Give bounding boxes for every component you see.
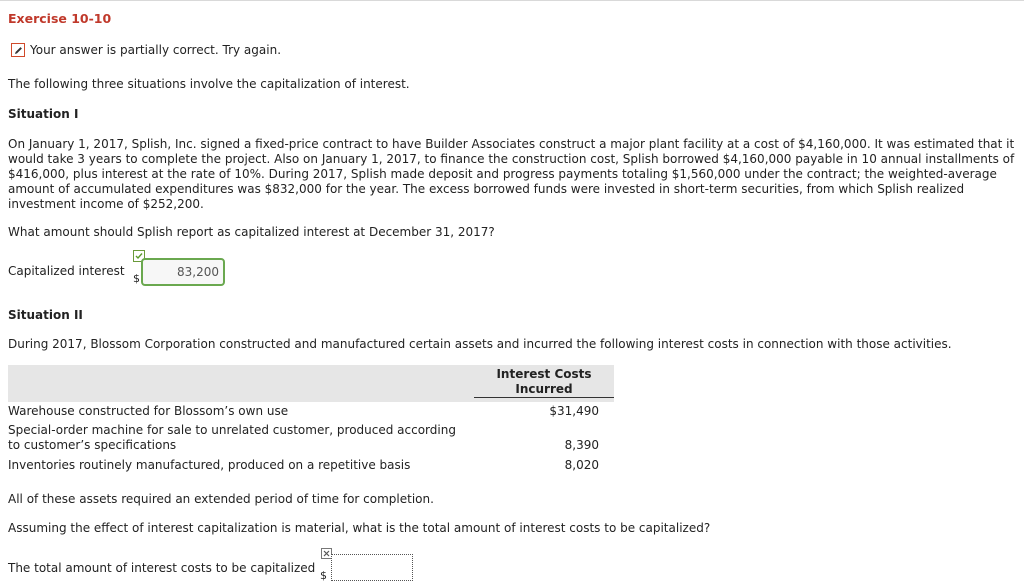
table-row-value: 8,390	[564, 438, 599, 452]
column-header-line-1: Interest Costs	[496, 367, 592, 381]
pencil-icon	[11, 43, 25, 57]
situation-2-question: Assuming the effect of interest capitalization is material, what is the total amount of interest costs to be capitalized?	[8, 521, 711, 535]
situation-2-heading: Situation II	[8, 308, 83, 322]
column-header-line-2: Incurred	[515, 382, 573, 396]
capitalized-interest-input[interactable]	[141, 258, 225, 286]
total-interest-input[interactable]	[331, 554, 413, 581]
exercise-title: Exercise 10-10	[8, 11, 112, 26]
status-message: Your answer is partially correct. Try again.	[30, 43, 282, 57]
top-divider	[0, 0, 1024, 1]
table-row-label	[8, 423, 456, 453]
capitalized-interest-value: 83,200	[177, 265, 219, 279]
answer-status	[11, 43, 281, 57]
column-header-underline	[474, 397, 614, 398]
situation-2-paragraph: During 2017, Blossom Corporation constructed and manufactured certain assets and incurred the following interest costs in connection with those activities.	[8, 337, 952, 351]
table-row-value: $31,490	[549, 404, 599, 418]
situation-1-paragraph: On January 1, 2017, Splish, Inc. signed a fixed-price contract to have Builder Associates construct a major plant facility at a cost of $4,160,000. It was estimated that it would take 3 years to complete the project. Also on January 1, 2017, to finance the construction cost, Splish borrowed $4,160,000 payable in 10 annual installments of $416,000, plus interest at the rate of 10%. During 2017, Splish made deposit and progress payments totaling $1,560,000 under the contract; the weighted-average amount of accumulated expenditures was $832,000 for the year. The excess borrowed funds were invested in short-term securities, from which Splish realized investment income of $252,200.	[8, 137, 1015, 211]
situation-1-question: What amount should Splish report as capitalized interest at December 31, 2017?	[8, 225, 495, 239]
capitalized-interest-label: Capitalized interest	[8, 264, 125, 278]
table-row-label-line-1: Special-order machine for sale to unrelated customer, produced according	[8, 423, 456, 437]
table-row-label: Inventories routinely manufactured, produced on a repetitive basis	[8, 458, 411, 472]
table-row-label: Warehouse constructed for Blossom’s own use	[8, 404, 289, 418]
currency-symbol: $	[320, 569, 327, 582]
situation-1-heading: Situation I	[8, 107, 79, 121]
completion-note: All of these assets required an extended period of time for completion.	[8, 492, 434, 506]
table-row-label-line-2: to customer’s specifications	[8, 438, 177, 452]
table-row-value: 8,020	[564, 458, 599, 472]
interest-costs-column-header	[474, 367, 614, 397]
currency-symbol: $	[133, 272, 140, 285]
intro-text: The following three situations involve the capitalization of interest.	[8, 77, 410, 91]
total-interest-label: The total amount of interest costs to be capitalized	[8, 561, 316, 575]
